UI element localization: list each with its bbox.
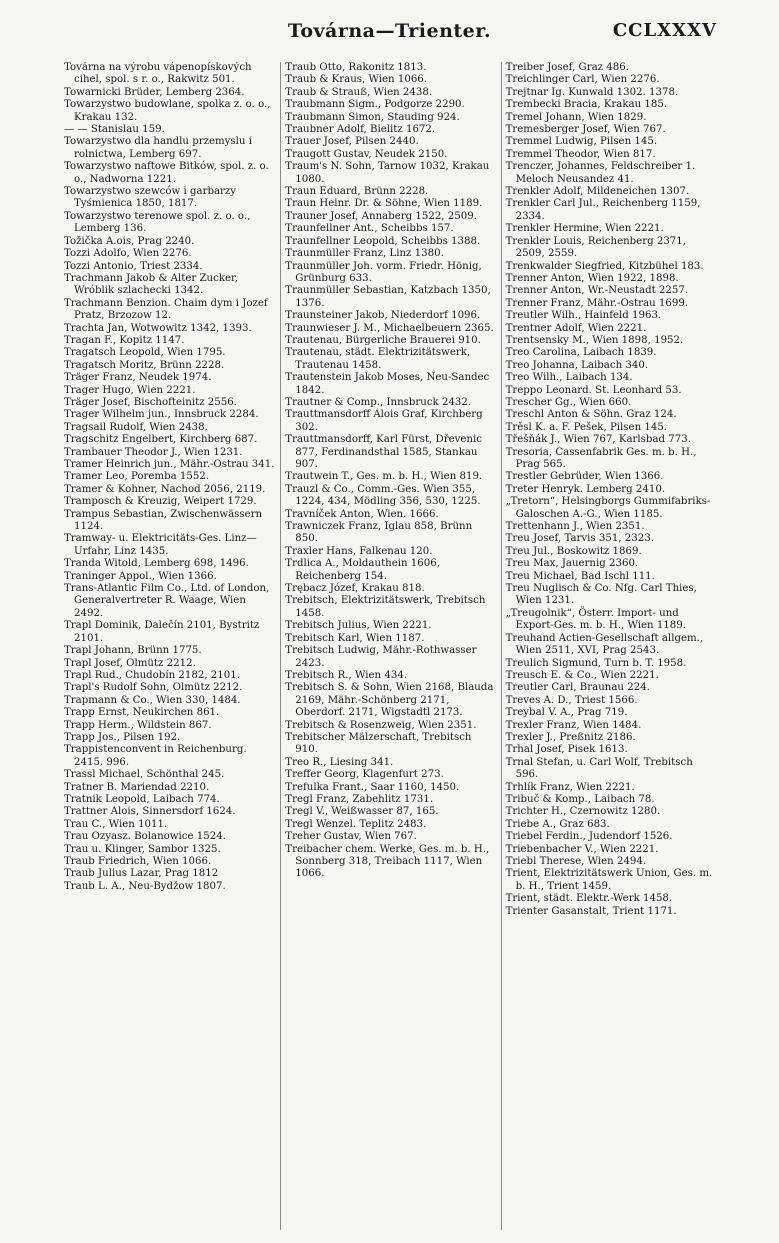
directory-entry: Treffer Georg, Klagenfurt 273. (285, 769, 444, 781)
directory-entry: Trembecki Bracia, Krakau 185. (505, 99, 668, 111)
page-header (60, 14, 719, 44)
directory-entry: Treu Michael, Bad Ischl 111. (505, 570, 655, 582)
directory-entry: Trebitsch & Rosenzweig, Wien 2351. (285, 719, 477, 731)
directory-entry: Trebitsch, Elektrizitätswerk, Trebitsch 1458. (285, 595, 486, 619)
directory-entry: Tremmel Theodor, Wien 817. (505, 148, 656, 160)
directory-entry: Trexler Franz, Wien 1484. (505, 719, 642, 731)
directory-entry: Tramway- u. Elektricitäts-Ges. Linz—Urfahr, Linz 1435. (64, 533, 257, 557)
directory-entry: Traub & Kraus, Wien 1066. (285, 74, 428, 86)
directory-entry: Trappistenconvent in Reichenburg. 2415. 996. (64, 744, 247, 768)
directory-entry: Trapl Rud., Chudobín 2182, 2101. (64, 669, 240, 681)
directory-entry: Třešňák J., Wien 767, Karlsbad 773. (505, 434, 691, 446)
directory-entry: Traub Julius Lazar, Prag 1812 (64, 868, 219, 880)
directory-columns (60, 62, 721, 1230)
directory-entry: „Tretorn“, Helsingborgs Gummifabriks-Galoschen A.-G., Wien 1185. (505, 496, 711, 520)
directory-entry: Trapl Dominik, Dalečín 2101, Bystritz 2101. (64, 620, 260, 644)
directory-entry: Trenkler Carl Jul., Reichenberg 1159, 2334. (505, 198, 701, 222)
directory-entry: Traunmüller Sebastian, Katzbach 1350, 1376. (285, 285, 491, 309)
directory-entry: Traub Friedrich, Wien 1066. (64, 856, 212, 867)
directory-entry: Trěsl K. a. F. Pešek, Pilsen 145. (505, 421, 668, 433)
directory-entry: Triebel Ferdin., Judendorf 1526. (505, 831, 673, 843)
directory-entry: Tožička A.ois, Prag 2240. (64, 235, 195, 247)
directory-entry: Traub Otto, Rakonitz 1813. (285, 62, 427, 73)
directory-entry: Trebitsch S. & Sohn, Wien 2168, Blauda 2169, Mähr.-Schönberg 2171, Oberdorf. 2171, Wigstadtl 2173. (285, 682, 494, 719)
directory-entry: Trans-Atlantic Film Co., Ltd. of London, Generalvertreter R. Waage, Wien 2492. (64, 583, 270, 619)
directory-entry: Traub L. A., Neu-Bydžow 1807. (64, 880, 226, 892)
directory-entry: Trenkler Adolf, Mildeneichen 1307. (505, 186, 690, 198)
directory-entry: Treher Gustav, Wien 767. (285, 831, 417, 843)
directory-entry: Trautenstein Jakob Moses, Neu-Sandec 1842. (285, 372, 490, 396)
directory-entry: Treo Johanna, Laibach 340. (505, 359, 649, 371)
directory-entry: Trager Wilhelm jun., Innsbruck 2284. (64, 409, 259, 421)
directory-entry: Treulich Sigmund, Turn b. T. 1958. (505, 657, 687, 669)
column-1 (60, 62, 280, 1230)
directory-entry: Trapp Herm., Wildstein 867. (64, 719, 212, 731)
directory-entry: Treybal V. A., Prag 719. (505, 707, 628, 719)
directory-entry: Traunmüller Franz, Linz 1380. (285, 248, 444, 260)
directory-entry: Tragatsch Moritz, Brünn 2228. (64, 359, 225, 371)
running-head: Továrna—Trienter. (287, 20, 492, 42)
directory-entry: Traubner Adolf, Bielitz 1672. (285, 124, 436, 136)
directory-entry: Trescher Gg., Wien 660. (505, 396, 632, 408)
directory-entry: Trapmann & Co., Wien 330, 1484. (64, 694, 241, 706)
directory-entry: Tramer & Kohner, Nachod 2056, 2119. (64, 483, 266, 495)
directory-entry: Treschl Anton & Söhn. Graz 124. (505, 409, 677, 421)
directory-entry: Trebitscher Mälzerschaft, Trebitsch 910. (285, 731, 472, 756)
directory-entry: Treusch E. & Co., Wien 2221. (505, 669, 659, 681)
directory-entry: Trient, städt. Elektr.-Werk 1458. (505, 893, 673, 905)
column-2 (280, 62, 500, 1230)
directory-entry: Trapp Ernst, Neukirchen 861. (64, 707, 220, 719)
directory-entry: Trampus Sebastian, Zwischenwässern 1124. (64, 508, 263, 533)
directory-entry: Trhlík Franz, Wien 2221. (505, 781, 635, 793)
directory-entry: Träger Franz, Neudek 1974. (64, 372, 212, 384)
directory-entry: Trenner Anton, Wr.-Neustadt 2257. (505, 285, 689, 297)
directory-entry: Treichlinger Carl, Wien 2276. (505, 74, 660, 86)
directory-entry: Trestler Gebrüder, Wien 1366. (505, 471, 664, 483)
directory-entry: Traunsteiner Jakob, Niederdorf 1096. (285, 310, 481, 322)
directory-entry: Továrna na výrobu vápenopískových cihel, spol. s r. o., Rakwitz 501. (64, 62, 252, 86)
directory-entry: Traugott Gustav, Neudek 2150. (285, 148, 448, 160)
directory-entry: Trienter Gasanstalt, Trient 1171. (505, 905, 677, 917)
directory-entry: Tregl Franz, Zabehlitz 1731. (285, 793, 434, 805)
directory-entry: Trau C., Wien 1011. (64, 818, 168, 830)
directory-entry: Trapl Josef, Olmütz 2212. (64, 657, 196, 669)
directory-entry: Trebitsch Karl, Wien 1187. (285, 632, 425, 644)
directory-entry: Trettenhann J., Wien 2351. (505, 521, 645, 533)
directory-entry: Towarzystwo dla handlu przemyslu i rolnictwa, Lemberg 697. (64, 136, 252, 160)
directory-entry: Trefulka Frant., Saar 1160, 1450. (285, 781, 460, 793)
directory-entry: Trapp Jos., Pilsen 192. (64, 731, 181, 743)
directory-entry: Tozzi Adolfo, Wien 2276. (64, 248, 192, 260)
directory-entry: Trautenau, städt. Elektrizitätswerk, Trautenau 1458. (285, 347, 471, 371)
directory-entry: Treutler Wilh., Hainfeld 1963. (505, 310, 662, 322)
directory-entry: Traun Heinr. Dr. & Söhne, Wien 1189. (285, 198, 483, 210)
directory-entry: Towarzystwo szewców i garbarzy Tyśmienica 1850, 1817. (64, 186, 237, 210)
directory-entry: Treibacher chem. Werke, Ges. m. b. H., Sonnberg 318, Treibach 1117, Wien 1066. (285, 843, 490, 880)
directory-entry: Treves A. D., Triest 1566. (505, 694, 638, 706)
directory-entry: „Treugolnik“, Österr. Import- und Export-Ges. m. b. H., Wien 1189. (505, 607, 686, 632)
directory-entry: Trassl Michael, Schönthal 245. (64, 769, 225, 781)
directory-entry: Trentsensky M., Wien 1898, 1952. (505, 334, 684, 346)
directory-entry: Towarzystwo naftowe Bitków, spol. z. o. o., Nadworna 1221. (64, 161, 269, 185)
directory-entry: Trichter H., Czernowitz 1280. (505, 806, 661, 818)
directory-entry: Trambauer Theodor J., Wien 1231. (64, 446, 243, 458)
directory-entry: Träger Josef, Bischofteinitz 2556. (64, 396, 237, 408)
directory-entry: Trau u. Klinger, Sambor 1325. (64, 843, 221, 855)
directory-entry: Trejtnar Ig. Kunwald 1302. 1378. (505, 86, 679, 98)
directory-entry: Trautwein T., Ges. m. b. H., Wien 819. (285, 471, 483, 483)
directory-entry: Trentner Adolf, Wien 2221. (505, 322, 647, 334)
directory-entry: Tremel Johann, Wien 1829. (505, 111, 647, 123)
directory-entry: Trhal Josef, Pisek 1613. (505, 744, 628, 756)
directory-entry: Trexler J., Preßnitz 2186. (505, 731, 636, 743)
directory-entry: Tragatsch Leopold, Wien 1795. (64, 347, 226, 359)
directory-entry: Trauer Josef, Pilsen 2440. (285, 136, 419, 148)
directory-entry: Tranda Witold, Lemberg 698, 1496. (64, 558, 249, 570)
page-number: CCLXXXV (612, 20, 717, 41)
directory-entry: Trapl Johann, Brünn 1775. (64, 645, 202, 657)
directory-entry: Tramer Heinrich jun., Mähr.-Ostrau 341. (64, 459, 275, 470)
directory-entry: Treter Henryk. Lemberg 2410. (505, 483, 666, 495)
directory-entry: Trenkler Hermine, Wien 2221. (505, 223, 664, 235)
directory-entry: Traun Eduard, Brünn 2228. (285, 186, 429, 198)
directory-entry: Trenner Anton, Wien 1922, 1898. (505, 272, 679, 284)
directory-entry: Towarnicki Brüder, Lemberg 2364. (64, 86, 245, 98)
directory-entry: Tregl V., Weißwasser 87, 165. (285, 806, 439, 818)
directory-entry: Tramposch & Kreuzig, Weipert 1729. (64, 496, 257, 508)
directory-entry: Triebe A., Graz 683. (505, 818, 610, 830)
directory-entry: Trebitsch Ludwig, Mähr.-Rothwasser 2423. (285, 645, 477, 669)
directory-entry: Trauttmansdorff, Karl Fürst, Dřevenic 877, Ferdinandsthal 1585, Stankau 907. (285, 434, 482, 470)
directory-entry: Trient, Elektrizitätswerk Union, Ges. m. b. H., Trient 1459. (505, 868, 713, 892)
directory-entry: Treo R., Liesing 341. (285, 756, 394, 768)
directory-entry: Tragsail Rudolf, Wien 2438. (64, 421, 208, 433)
directory-entry: Tratnik Leopold, Laibach 774. (64, 793, 220, 805)
directory-entry: Traunwieser J. M., Michaelbeuern 2365. (285, 322, 494, 334)
directory-entry: Tremmel Ludwig, Pilsen 145. (505, 136, 658, 148)
directory-entry: Treiber Josef, Graz 486. (505, 62, 629, 73)
directory-entry: Trdlica A., Moldauthein 1606, Reichenberg 154. (285, 558, 440, 582)
directory-entry: Treu Nuglisch & Co. Nfg. Carl Thies, Wien 1231. (505, 583, 697, 607)
directory-entry: Trębacz Józef, Krakau 818. (285, 583, 425, 595)
directory-entry: Trnal Stefan, u. Carl Wolf, Trebitsch 596. (505, 756, 693, 781)
directory-entry: Traxler Hans, Falkenau 120. (285, 545, 433, 557)
directory-entry: Trebitsch R., Wien 434. (285, 669, 408, 681)
directory-entry: Treuhand Actien-Gesellschaft allgem., Wien 2511, XVI, Prag 2543. (505, 632, 704, 657)
directory-entry: Travníček Anton, Wien. 1666. (285, 508, 439, 520)
directory-entry: Treu Josef, Tarvis 351, 2323. (505, 533, 654, 545)
directory-entry: Tregl Wenzel. Teplitz 2483. (285, 818, 427, 830)
directory-entry: Traubmann Simon, Stauding 924. (285, 111, 460, 123)
directory-entry: Traninger Appol., Wien 1366. (64, 570, 217, 582)
directory-entry: Treu Max, Jauernig 2360. (505, 558, 639, 570)
directory-entry: Trachta Jan, Wotwowitz 1342, 1393. (64, 322, 252, 334)
directory-entry: Trenczer, Johannes, Feldschreiber 1. Meloch Neusandez 41. (505, 161, 696, 185)
directory-entry: Traunfellner Leopold, Scheibbs 1388. (285, 235, 481, 247)
directory-entry: Treo Wilh., Laibach 134. (505, 372, 633, 384)
directory-entry: Trager Hugo, Wien 2221. (64, 384, 196, 396)
directory-entry: Traubmann Sigm., Podgorze 2290. (285, 99, 465, 111)
directory-entry: Trauner Josef, Annaberg 1522, 2509. (285, 210, 477, 222)
directory-entry: — — Stanislau 159. (64, 124, 165, 136)
directory-entry: Trachmann Benzion. Chaim dym i Jozef Pratz, Brzozow 12. (64, 297, 268, 322)
directory-entry: Trenkler Louis, Reichenberg 2371, 2509, 2559. (505, 235, 686, 260)
directory-entry: Trapl's Rudolf Sohn, Olmütz 2212. (64, 682, 243, 694)
directory-entry: Tragan F., Kopitz 1147. (64, 334, 185, 346)
directory-entry: Trau Ozyasz. Bolanowice 1524. (64, 831, 226, 843)
directory-entry: Trattner Alois, Sinnersdorf 1624. (64, 806, 236, 818)
directory-entry: Trautner & Comp., Innsbruck 2432. (285, 396, 472, 408)
directory-entry: Treppo Leonard. St. Leonhard 53. (505, 384, 682, 396)
directory-entry: Tozzi Antonio, Triest 2334. (64, 260, 203, 272)
directory-entry: Tragschitz Engelbert, Kirchberg 687. (64, 434, 258, 446)
directory-entry: Towarzystwo terenowe spol. z. o. o., Lemberg 136. (64, 210, 251, 235)
directory-entry: Trauttmansdorff Alois Graf, Kirchberg 302. (285, 409, 483, 433)
directory-entry: Traunfellner Ant., Scheibbs 157. (285, 223, 454, 235)
directory-entry: Trebitsch Julius, Wien 2221. (285, 620, 432, 632)
column-3 (501, 62, 721, 1230)
directory-entry: Tremesberger Josef, Wien 767. (505, 124, 666, 136)
directory-entry: Traub & Strauß, Wien 2438. (285, 86, 433, 98)
directory-entry: Traunmüller Joh. vorm. Friedr. Hönig, Grünburg 633. (285, 260, 482, 284)
directory-entry: Tribuč & Komp., Laibach 78. (505, 793, 655, 805)
directory-entry: Treu Jul., Boskowitz 1869. (505, 545, 642, 557)
directory-entry: Trenner Franz, Mähr.-Ostrau 1699. (505, 297, 689, 309)
directory-entry: Traum's N. Sohn, Tarnow 1032, Krakau 1080. (285, 161, 490, 185)
directory-entry: Trauzl & Co., Comm.-Ges. Wien 355, 1224, 434, Mödling 356, 530, 1225. (285, 483, 481, 508)
directory-entry: Trachmann Jakob & Alter Zucker, Wróblik szlachecki 1342. (64, 272, 239, 297)
directory-entry: Tresoria, Cassenfabrik Ges. m. b. H., Prag 565. (505, 446, 697, 470)
directory-entry: Trautenau, Bürgerliche Brauerei 910. (285, 334, 481, 346)
directory-entry: Triebl Therese, Wien 2494. (505, 856, 647, 867)
directory-entry: Triebenbacher V., Wien 2221. (505, 843, 659, 855)
directory-entry: Tratner B. Mariendad 2210. (64, 781, 210, 793)
directory-entry: Towarzystwo budowlane, spolka z. o. o., Krakau 132. (64, 99, 271, 123)
directory-entry: Trenkwalder Siegfried, Kitzbühel 183. (505, 260, 704, 272)
directory-entry: Tramer Leo, Poremba 1552. (64, 471, 210, 483)
directory-entry: Treutler Carl, Braunau 224. (505, 682, 650, 694)
directory-entry: Trawniczek Franz, Iglau 858, Brünn 850. (285, 521, 473, 545)
directory-entry: Treo Carolina, Laibach 1839. (505, 347, 657, 359)
